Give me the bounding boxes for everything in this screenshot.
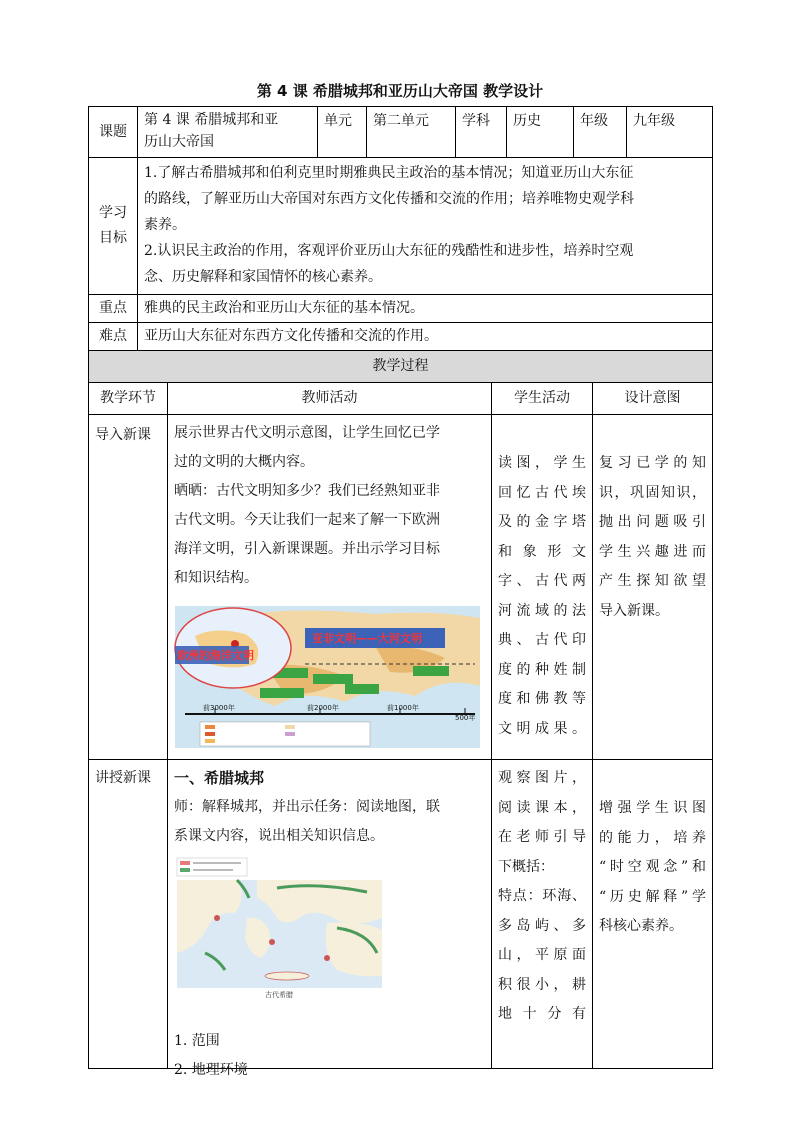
map-tick: 前3000年 — [203, 704, 235, 712]
row2-student-cell — [491, 759, 593, 1069]
row1-stage: 导入新课 — [95, 427, 151, 443]
row1-student-line: 及的金字塔 — [498, 514, 586, 530]
column-header-stage — [88, 382, 168, 415]
map-tick: 前2000年 — [307, 704, 339, 712]
column-header-intent-text: 设计意图 — [624, 390, 681, 406]
row1-intent-line: 学生兴趣进而 — [599, 543, 706, 560]
row2-intent-line: 增强学生识图 — [599, 800, 706, 816]
row1-teacher-line: 晒晒：古代文明知多少？我们已经熟知亚非 — [174, 483, 440, 499]
difficulty-label-cell — [88, 322, 138, 351]
row1-student-line: 度的种姓制 — [498, 661, 586, 678]
unit-label-cell — [317, 106, 367, 158]
key-point-text: 雅典的民主政治和亚历山大东征的基本情况。 — [144, 300, 424, 316]
row1-intent-line: 导入新课。 — [599, 602, 669, 619]
row1-student-line: 文明成果。 — [498, 720, 586, 737]
ancient-greece-map — [177, 858, 382, 1000]
row2-student-line: 地 十 分 有 — [498, 1006, 586, 1022]
civilizations-map-graphic — [175, 606, 480, 748]
row2-teacher-line: 系课文内容，说出相关知识信息。 — [174, 828, 384, 844]
row2-intent-cell — [592, 759, 713, 1069]
row1-student-line: 字、古代两 — [498, 573, 586, 589]
row2-intent-line: 的能力，培养 — [599, 829, 706, 846]
column-header-teacher — [167, 382, 492, 415]
goals-line: 素养。 — [144, 217, 186, 233]
row2-heading: 一、希腊城邦 — [174, 769, 265, 787]
column-header-student-text: 学生活动 — [514, 390, 570, 406]
row2-stage: 讲授新课 — [95, 770, 151, 786]
goals-label-cell — [88, 157, 138, 295]
row1-teacher-line: 古代文明。今天让我们一起来了解一下欧洲 — [174, 512, 440, 528]
row1-student-line: 回忆古代埃 — [498, 484, 586, 501]
grade-value: 九年级 — [633, 113, 675, 129]
grade-label: 年级 — [580, 113, 608, 129]
unit-value: 第二单元 — [373, 113, 429, 129]
row1-student-line: 和 象 形 文 — [498, 543, 586, 560]
key-point-label-cell — [88, 294, 138, 323]
topic-label: 课题 — [99, 123, 127, 140]
row1-teacher-line: 过的文明的大概内容。 — [174, 454, 314, 470]
unit-label: 单元 — [324, 113, 352, 129]
goals-text-cell — [137, 157, 713, 295]
key-point-label: 重点 — [99, 300, 127, 316]
goals-line: 1.了解古希腊城邦和伯利克里时期雅典民主政治的基本情况；知道亚历山大东征 — [144, 165, 634, 181]
row1-teacher-line: 展示世界古代文明示意图，让学生回忆已学 — [174, 425, 440, 441]
row2-list-item: 1. 范围 — [174, 1033, 220, 1049]
difficulty-label: 难点 — [99, 328, 127, 344]
row2-student-line: 多岛屿、多 — [498, 917, 586, 934]
goals-line: 2.认识民主政治的作用，客观评价亚历山大东征的残酷性和进步性，培养时空观 — [144, 243, 634, 259]
unit-value-cell — [366, 106, 456, 158]
row1-student-line: 读图，学生 — [498, 455, 586, 471]
row1-student-line: 典、古代印 — [498, 632, 586, 648]
column-header-student — [491, 382, 593, 415]
row1-intent-cell — [592, 414, 713, 760]
goals-line: 的路线，了解亚历山大帝国对东西方文化传播和交流的作用；培养唯物史观学科 — [144, 191, 634, 207]
row1-student-line: 度和佛教等 — [498, 691, 586, 707]
row1-student-cell — [491, 414, 593, 760]
topic-value-line-2: 历山大帝国 — [144, 134, 214, 150]
key-point-text-cell — [137, 294, 713, 323]
goals-label-2: 目标 — [99, 230, 127, 246]
difficulty-text: 亚历山大东征对东西方文化传播和交流的作用。 — [144, 328, 438, 344]
greece-map-graphic — [177, 858, 382, 1000]
topic-label-cell — [88, 106, 138, 158]
row2-intent-line: 科核心素养。 — [599, 918, 683, 934]
column-header-teacher-text: 教师活动 — [301, 390, 358, 406]
goals-line: 念、历史解释和家国情怀的核心素养。 — [144, 269, 382, 285]
goals-label-1: 学习 — [99, 205, 127, 221]
map-tick: 前1000年 — [387, 704, 419, 712]
row1-teacher-line: 海洋文明，引入新课课题。并出示学习目标 — [174, 541, 440, 557]
document-title: 第 4 课 希腊城邦和亚历山大帝国 教学设计 — [256, 82, 544, 100]
subject-label-cell — [455, 106, 507, 158]
row2-stage-cell — [88, 759, 168, 1069]
row2-student-line: 下概括： — [498, 858, 554, 875]
row2-student-line: 在老师引导 — [498, 829, 586, 845]
row2-intent-line: “历史解释”学 — [599, 888, 706, 905]
row1-intent-line: 识，巩固知识， — [599, 484, 706, 501]
row1-intent-line: 产生探知欲望 — [599, 573, 706, 589]
greece-map-caption: 古代希腊 — [265, 991, 293, 999]
row1-intent-line: 复习已学的知 — [599, 455, 706, 471]
subject-value: 历史 — [513, 113, 541, 129]
map-banner-west: 欧洲的海洋文明 — [177, 649, 254, 662]
map-banner-east: 亚非文明——大河文明 — [312, 632, 422, 645]
row2-intent-line: “时空观念”和 — [599, 859, 706, 875]
column-header-intent — [592, 382, 713, 415]
row2-student-line: 积很小，耕 — [498, 976, 586, 993]
row1-student-line: 河流域的法 — [498, 602, 586, 619]
row2-student-line: 山，平原面 — [498, 947, 586, 963]
process-header-cell — [88, 350, 713, 383]
row2-list-item: 2. 地理环境 — [174, 1062, 248, 1078]
difficulty-text-cell — [137, 322, 713, 351]
row2-student-line: 观察图片， — [498, 770, 586, 786]
row2-student-line: 特点：环海、 — [498, 888, 586, 904]
ancient-civilizations-map — [175, 606, 480, 748]
process-header: 教学过程 — [372, 358, 429, 374]
topic-value-line-1: 第 4 课 希腊城邦和亚 — [144, 112, 279, 128]
row2-student-line: 阅读课本， — [498, 799, 586, 816]
grade-value-cell — [626, 106, 713, 158]
row1-teacher-line: 和知识结构。 — [174, 570, 258, 586]
topic-value-cell — [137, 106, 318, 158]
column-header-stage-text: 教学环节 — [100, 390, 156, 406]
subject-value-cell — [506, 106, 574, 158]
map-tick: 500年 — [455, 714, 476, 722]
row1-stage-cell — [88, 414, 168, 760]
grade-label-cell — [573, 106, 627, 158]
row2-teacher-line: 师：解释城邦，并出示任务：阅读地图，联 — [174, 799, 440, 815]
subject-label: 学科 — [462, 113, 490, 129]
row1-intent-line: 抛出问题吸引 — [599, 514, 706, 530]
